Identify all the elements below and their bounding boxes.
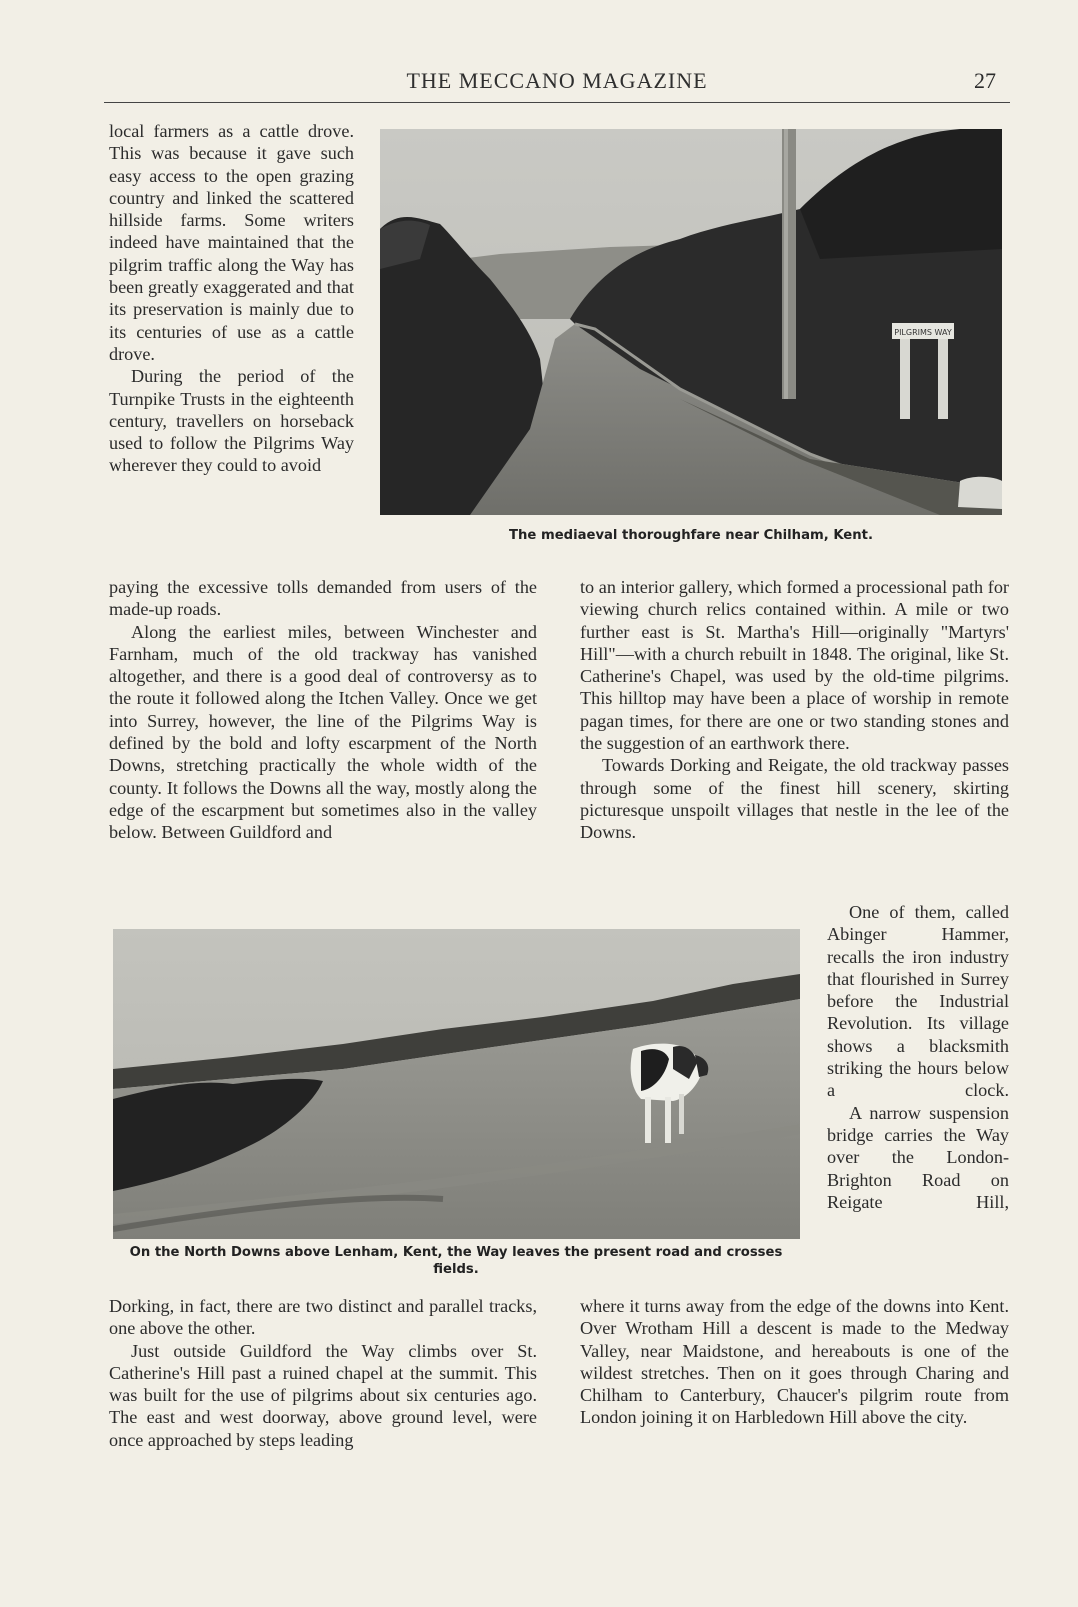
paragraph: local farmers as a cattle drove. This was because it gave such easy access to the open grazing country and linked the scattered hillside farms. Some writers indeed have maintained that the pilgrim traffic along the Way has been greatly exaggerated and that its preservation is mainly due to its centuries of use as a cattle drove. [109, 121, 354, 364]
page-header [104, 68, 1010, 102]
article-col1-bottom [109, 1295, 537, 1451]
magazine-title: THE MECCANO MAGAZINE [406, 68, 708, 93]
article-col2-mid [580, 576, 1009, 844]
paragraph: Just outside Guildford the Way climbs over St. Catherine's Hill past a ruined chapel at the summit. This was built for the use of pilgrims about six centuries ago. The east and west doorway, above ground level, were once approached by steps leading [109, 1340, 537, 1450]
page-number: 27 [974, 68, 996, 93]
article-col1-top [109, 120, 354, 477]
article-col-right-narrow [827, 901, 1009, 1213]
paragraph: Dorking, in fact, there are two distinct and parallel tracks, one above the other. [109, 1296, 537, 1339]
pilgrims-way-sign: PILGRIMS WAY [894, 328, 952, 337]
article-col1-mid [109, 576, 537, 844]
photo-lenham-field [113, 929, 800, 1239]
bottom-photo-caption: On the North Downs above Lenham, Kent, the Way leaves the present road and crosses fields. [129, 1245, 783, 1277]
paragraph: Towards Dorking and Reigate, the old trackway passes through some of the finest hill scenery, skirting picturesque unspoilt villages that nestle in the lee of the Downs. [580, 755, 1009, 843]
header-rule [104, 102, 1010, 103]
paragraph: A narrow suspension bridge carries the Way over the London-Brighton Road on Reigate Hill, [827, 1102, 1009, 1212]
paragraph: where it turns away from the edge of the downs into Kent. Over Wrotham Hill a descent is made to the Medway Valley, near Maidstone, and hereabouts is one of the wildest stretches. Then on it goes through Charing and Chilham to Canterbury, Chaucer's pilgrim route from London joining it on Harbledown Hill above the city. [580, 1296, 1009, 1428]
paragraph: paying the excessive tolls demanded from users of the made-up roads. [109, 577, 537, 620]
paragraph: During the period of the Turnpike Trusts in the eighteenth century, travellers on horseback used to follow the Pilgrims Way wherever they could to avoid [109, 366, 354, 476]
paragraph: One of them, called Abinger Hammer, recalls the iron industry that flourished in Surrey before the Industrial Revolution. Its village shows a blacksmith striking the hours below a clock. [827, 902, 1009, 1101]
top-photo-caption: The mediaeval thoroughfare near Chilham, Kent. [509, 528, 873, 543]
article-col2-bottom [580, 1295, 1009, 1429]
photo-chilham-road [380, 129, 1002, 515]
paragraph: to an interior gallery, which formed a processional path for viewing church relics contained within. A mile or two further east is St. Martha's Hill—originally "Martyrs' Hill"—with a church rebuilt in 1848. The original, like St. Catherine's Chapel, was used by the old-time pilgrims. This hilltop may have been a place of worship in remote pagan times, for there are one or two standing stones and the suggestion of an earthwork there. [580, 577, 1009, 754]
paragraph: Along the earliest miles, between Winchester and Farnham, much of the old trackway has vanished altogether, and there is a good deal of controversy as to the route it followed along the Itchen Valley. Once we get into Surrey, however, the line of the Pilgrims Way is defined by the bold and lofty escarpment of the North Downs, stretching practically the whole width of the county. It follows the Downs all the way, mostly along the edge of the escarpment but sometimes also in the valley below. Between Guildford and [109, 621, 537, 843]
